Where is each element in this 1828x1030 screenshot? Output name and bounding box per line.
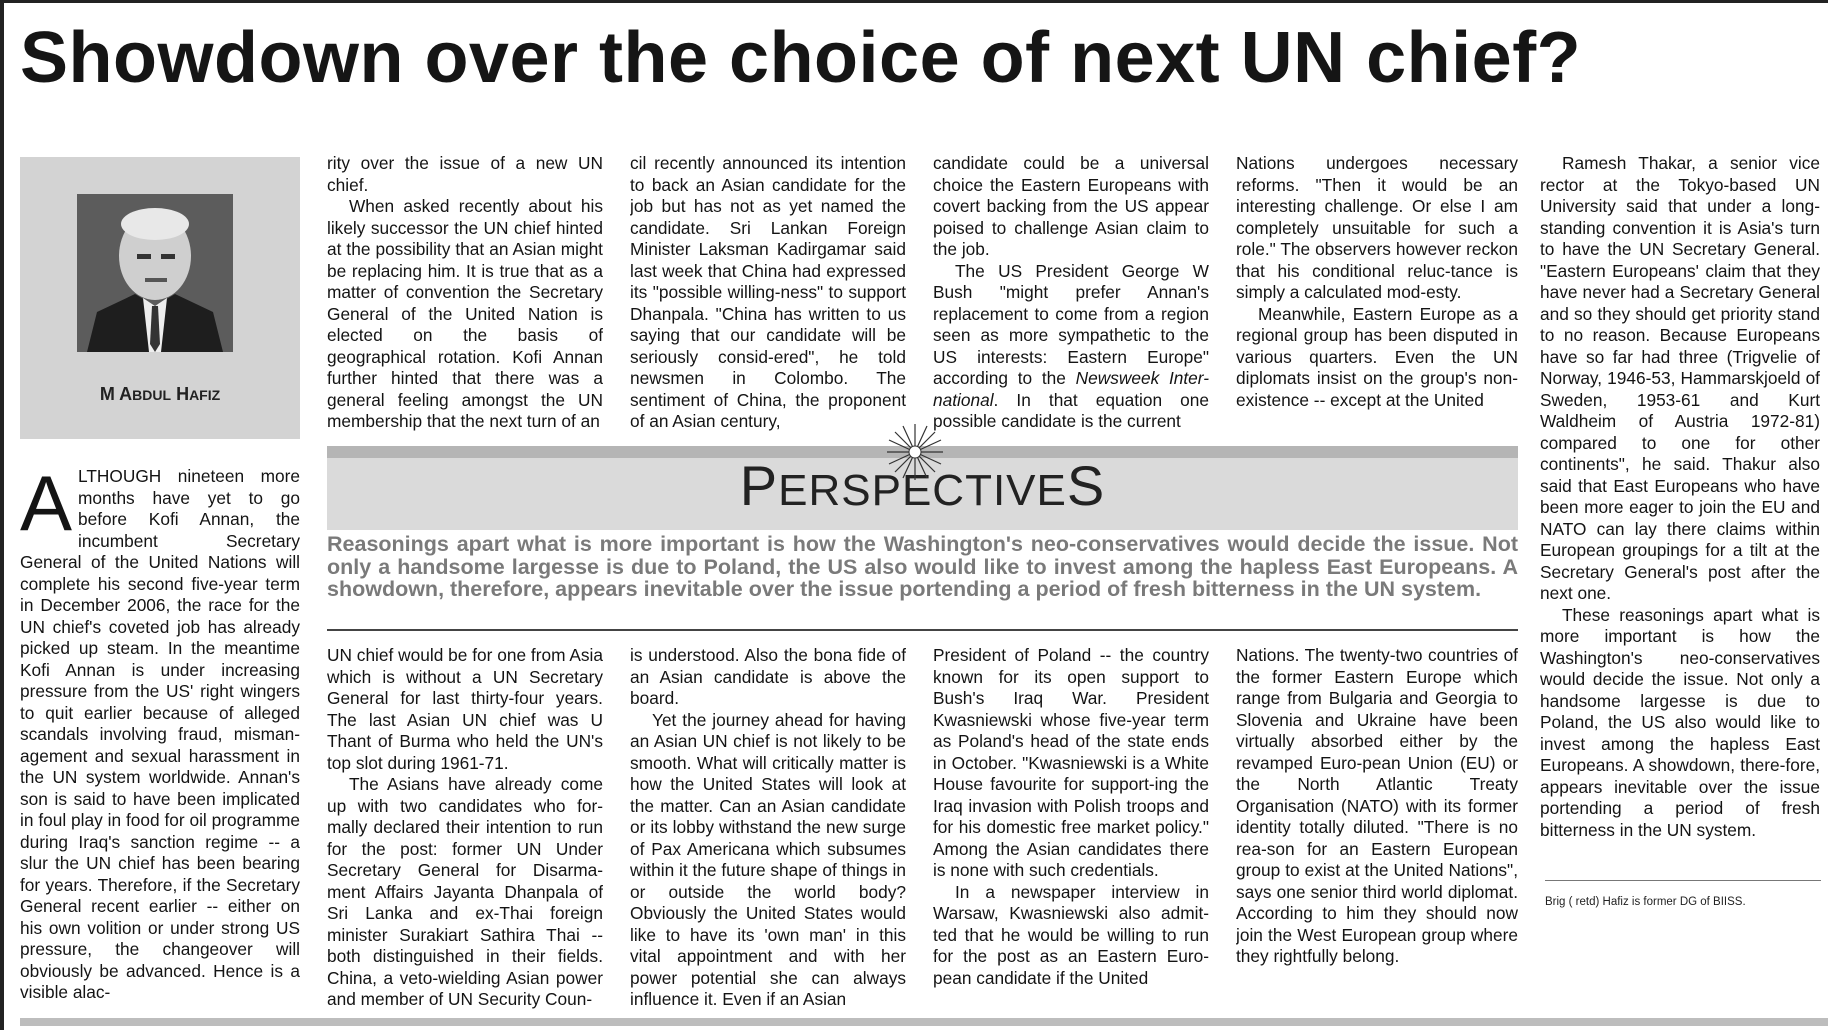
starburst-icon [885, 422, 945, 482]
paragraph: cil recently announced its intention to back an Asian candidate for the job but has not as yet named the candidate. Sri Lankan Foreign Minister Laksman Kadirgamar said last week that China had expressed its "possible willing-ness" to support Dhanpala. "China has written to us saying that our candidate will be seriously consid-ered", he told newsmen in Colombo. The sentiment of China, the proponent of an Asian century, [630, 153, 906, 431]
article-column-5-bottom [1236, 645, 1518, 1012]
paragraph: candidate could be a universal choice the Eastern Europeans with covert backing from the US appear poised to challenge Asian claim to the job. [933, 153, 1209, 259]
paragraph: Meanwhile, Eastern Europe as a regional group has been disputed in various quarters. Even the UN diplomats insist on the group's non-existence -- except at the United [1236, 303, 1518, 410]
footnote-rule [1545, 880, 1821, 881]
article-column-3-bottom [630, 645, 906, 1012]
author-photo [77, 194, 233, 352]
author-byline: M ABDUL HAFIZ [99, 384, 221, 404]
left-border [0, 0, 4, 1030]
paragraph: Ramesh Thakar, a senior vice rector at the Tokyo-based UN University said that under a long-standing convention it is Asia's turn to have the UN Secretary General. "Eastern Europeans' claim that they have never had a Secretary General and so they should get priority stand to no reason. Because Europeans have so far had three (Trigvelie of Norway, 1946-53, Hammarskjoeld of Sweden, 1953-61 and Kurt Waldheim of Austria 1972-81) compared to one for other continents", he said. Thakur also said that East Europeans who have been more eager to join the EU and NATO can lay there claims within European groupings for a tilt at the Secretary General's post after the next one. [1540, 153, 1820, 603]
paragraph: The Asians have already come up with two candidates who for-mally declared their intention to run for the post: former UN Under Secretary General for Disarma-ment Affairs Jayanta Dhanpala of Sri Lanka and ex-Thai foreign minister Surakiart Sathira Thai -- both distinguished in their fields. China, a veto-wielding Asian power and member of UN Security Coun- [327, 774, 603, 1009]
paragraph: These reasonings apart what is more important is how the Washington's neo-conservatives would decide the issue. Not only a handsome largesse is due to Poland, the US also would like to invest among the hapless East Europeans. A showdown, there-fore, appears inevitable over the issue portending a period of fresh bitterness in the UN system. [1540, 604, 1820, 840]
paragraph: Yet the journey ahead for having an Asian UN chief is not likely to be smooth. What will critically matter is how the United States will look at the matter. Can an Asian candidate or its lobby withstand the new surge of Pax Americana which subsumes within it the future shape of things in or outside the world body? Obviously the United States would like to have its 'own man' in this vital appointment and with her power potential she can always influence it. Even if an Asian [630, 709, 906, 1009]
article-column-3-top [630, 153, 906, 433]
paragraph: The US President George W Bush "might prefer Annan's replacement to come from a region seen as more sympathetic to the US interests: Eastern Europe" according to the Newsweek Inter-national. In that equation one possible candidate is the current [933, 260, 1209, 431]
headline: Showdown over the choice of next UN chief? [20, 18, 1582, 98]
paragraph: Nations. The twenty-two countries of the former Eastern Europe which range from Bulgaria and Georgia to Slovenia and Ukraine have been virtually absorbed either by the revamped Euro-pean Union (EU) or the North Atlantic Treaty Organisation (NATO) with its former identity totally diluted. "There is no rea-son for an Eastern European group to exist at the United Nations", says one senior third world diplomat. According to him they should now join the West European group where they rightfully belong. [1236, 645, 1518, 966]
section-title: PERSPECTIVES [739, 454, 1106, 517]
paragraph: When asked recently about his likely successor the UN chief hinted at the possibility that an Asian might be replacing him. It is true that as a matter of convention the Secretary General of the United Nation is elected on the basis of geographical rotation. Kofi Annan further hinted that there was a general feeling amongst the UN membership that the next turn of an [327, 196, 603, 431]
author-box [20, 157, 300, 439]
article-column-1 [20, 466, 300, 1012]
paragraph: ALTHOUGH nineteen more months have yet to go before Kofi Annan, the incumbent Secretary General of the United Nations will complete his second five-year term in December 2006, the race for the UN chief's coveted job has already picked up steam. In the meantime Kofi Annan is under increasing pressure from the US' right wingers to quit earlier because of alleged scandals involving fraud, misman-agement and sexual harassment in the UN system worldwide. Annan's son is said to have been implicated in foul play in food for oil programme during Iraq's sanction regime -- a slur the UN chief has been bearing for years. Therefore, if the Secretary General recent earlier -- either on his own volition or under strong US pressure, the changeover will obviously be advanced. Hence is a visible alac- [20, 466, 300, 1002]
paragraph: UN chief would be for one from Asia which is without a UN Secretary General for last thirty-four years. The last Asian UN chief was U Thant of Burma who held the UN's top slot during 1961-71. [327, 645, 603, 773]
top-border [0, 0, 1828, 3]
bottom-border [20, 1018, 1828, 1026]
article-column-5-top [1236, 153, 1518, 433]
paragraph: rity over the issue of a new UN chief. [327, 153, 603, 195]
pull-quote: Reasonings apart what is more important is how the Washington's neo-conservatives would decide the issue. Not only a handsome largesse is due to Poland, the US also would like to invest among the hapless East Europeans. A showdown, therefore, appears inevitable over the issue portending a period of fresh bitterness in the UN system. [327, 532, 1518, 601]
paragraph: is understood. Also the bona fide of an Asian candidate is above the board. [630, 645, 906, 708]
article-column-2-top [327, 153, 603, 433]
paragraph: Nations undergoes necessary reforms. "Then it would be an interesting challenge. Or else I am completely unsuitable for such a role." The observers however reckon that his conditional reluc-tance is simply a calculated mod-esty. [1236, 153, 1518, 302]
author-footnote: Brig ( retd) Hafiz is former DG of BIISS. [1545, 896, 1746, 908]
article-column-4-top [933, 153, 1209, 433]
article-column-6 [1540, 153, 1820, 873]
article-column-4-bottom [933, 645, 1209, 1012]
paragraph: President of Poland -- the country known for its open support to Bush's Iraq War. President Kwasniewski whose five-year term as Poland's head of the state ends in October. "Kwasniewski is a White House favourite for support-ing the Iraq invasion with Polish troops and for his domestic free market policy." Among the Asian candidates there is none with such credentials. [933, 645, 1209, 880]
article-column-2-bottom [327, 645, 603, 1012]
drop-cap: A [20, 466, 73, 547]
paragraph: In a newspaper interview in Warsaw, Kwasniewski also admit-ted that he would be willing to run for the post as an Eastern Euro-pean candidate if the United [933, 881, 1209, 988]
pull-quote-rule [327, 629, 1518, 631]
